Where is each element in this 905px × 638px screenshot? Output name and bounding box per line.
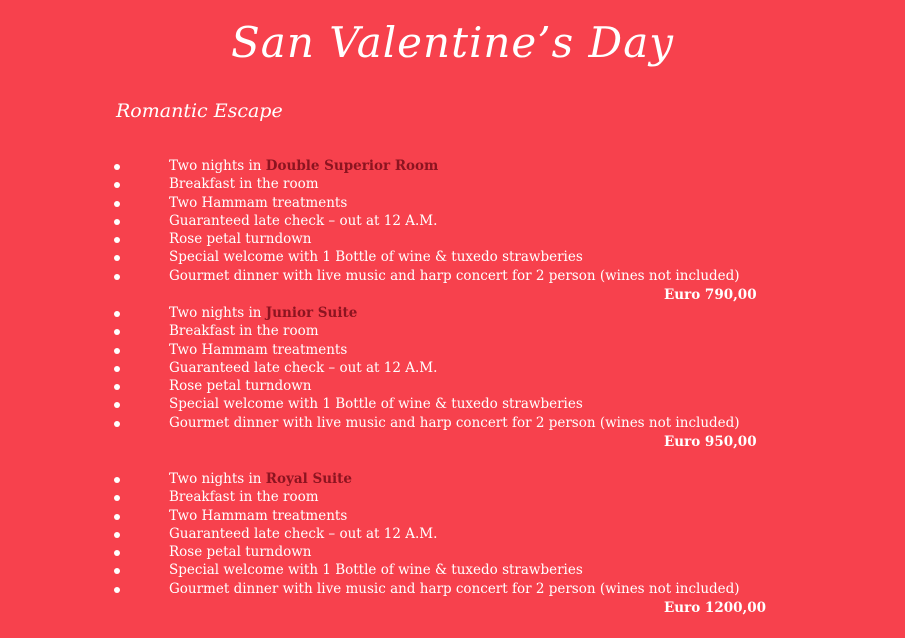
page-subtitle: Romantic Escape bbox=[116, 100, 283, 122]
feature-text: Guaranteed late check – out at 12 A.M. bbox=[169, 525, 438, 542]
bullet-icon bbox=[114, 201, 120, 207]
room-intro: Two nights in bbox=[169, 471, 266, 487]
list-item bbox=[0, 395, 905, 413]
list-item bbox=[0, 194, 905, 212]
feature-text: Two Hammam treatments bbox=[169, 194, 348, 211]
feature-text: Special welcome with 1 Bottle of wine & tuxedo strawberies bbox=[169, 249, 583, 266]
package-junior-suite bbox=[0, 304, 905, 432]
bullet-icon bbox=[114, 532, 120, 538]
feature-text: Breakfast in the room bbox=[169, 489, 319, 506]
feature-text: Breakfast in the room bbox=[169, 176, 319, 193]
feature-text: Guaranteed late check – out at 12 A.M. bbox=[169, 212, 438, 229]
feature-text: Rose petal turndown bbox=[169, 544, 312, 561]
list-item bbox=[0, 377, 905, 395]
bullet-icon bbox=[114, 164, 120, 170]
feature-text: Rose petal turndown bbox=[169, 378, 312, 395]
feature-text: Gourmet dinner with live music and harp concert for 2 person (wines not included) bbox=[169, 580, 740, 597]
list-item bbox=[0, 414, 905, 432]
feature-text: Special welcome with 1 Bottle of wine & tuxedo strawberies bbox=[169, 396, 583, 413]
package-price-row bbox=[0, 599, 905, 617]
feature-text: Gourmet dinner with live music and harp concert for 2 person (wines not included) bbox=[169, 267, 740, 284]
feature-text: Special welcome with 1 Bottle of wine & tuxedo strawberies bbox=[169, 562, 583, 579]
feature-text: Two Hammam treatments bbox=[169, 341, 348, 358]
list-item bbox=[0, 230, 905, 248]
list-item bbox=[0, 175, 905, 193]
list-item bbox=[0, 507, 905, 525]
bullet-icon bbox=[114, 587, 120, 593]
list-item bbox=[0, 267, 905, 285]
bullet-icon bbox=[114, 255, 120, 261]
bullet-icon bbox=[114, 402, 120, 408]
list-item bbox=[0, 157, 905, 175]
list-item bbox=[0, 470, 905, 488]
bullet-icon bbox=[114, 384, 120, 390]
list-item bbox=[0, 212, 905, 230]
package-double-superior bbox=[0, 157, 905, 285]
feature-text: Two Hammam treatments bbox=[169, 507, 348, 524]
room-intro: Two nights in bbox=[169, 305, 266, 321]
bullet-icon bbox=[114, 311, 120, 317]
bullet-icon bbox=[114, 477, 120, 483]
bullet-icon bbox=[114, 568, 120, 574]
bullet-icon bbox=[114, 421, 120, 427]
bullet-icon bbox=[114, 237, 120, 243]
list-item bbox=[0, 525, 905, 543]
feature-text: Guaranteed late check – out at 12 A.M. bbox=[169, 359, 438, 376]
package-price: Euro 950,00 bbox=[664, 434, 757, 450]
bullet-icon bbox=[114, 329, 120, 335]
feature-text: Breakfast in the room bbox=[169, 323, 319, 340]
bullet-icon bbox=[114, 366, 120, 372]
package-feature-list bbox=[0, 157, 905, 285]
list-item bbox=[0, 488, 905, 506]
room-intro: Two nights in bbox=[169, 158, 266, 174]
list-item bbox=[0, 543, 905, 561]
package-price-row bbox=[0, 433, 905, 451]
list-item bbox=[0, 580, 905, 598]
bullet-icon bbox=[114, 514, 120, 520]
package-royal-suite bbox=[0, 470, 905, 598]
package-price: Euro 790,00 bbox=[664, 287, 757, 303]
bullet-icon bbox=[114, 219, 120, 225]
feature-text: Rose petal turndown bbox=[169, 231, 312, 248]
list-item bbox=[0, 304, 905, 322]
room-name: Royal Suite bbox=[265, 471, 352, 487]
package-feature-list bbox=[0, 470, 905, 598]
bullet-icon bbox=[114, 274, 120, 280]
bullet-icon bbox=[114, 495, 120, 501]
list-item bbox=[0, 561, 905, 579]
package-feature-list bbox=[0, 304, 905, 432]
room-name: Double Superior Room bbox=[265, 158, 439, 174]
bullet-icon bbox=[114, 348, 120, 354]
list-item bbox=[0, 322, 905, 340]
package-price-row bbox=[0, 286, 905, 304]
page-title: San Valentine’s Day bbox=[231, 18, 674, 67]
bullet-icon bbox=[114, 550, 120, 556]
list-item bbox=[0, 341, 905, 359]
bullet-icon bbox=[114, 182, 120, 188]
package-price: Euro 1200,00 bbox=[664, 600, 766, 616]
room-name: Junior Suite bbox=[265, 305, 358, 321]
feature-text: Gourmet dinner with live music and harp concert for 2 person (wines not included) bbox=[169, 414, 740, 431]
list-item bbox=[0, 248, 905, 266]
list-item bbox=[0, 359, 905, 377]
